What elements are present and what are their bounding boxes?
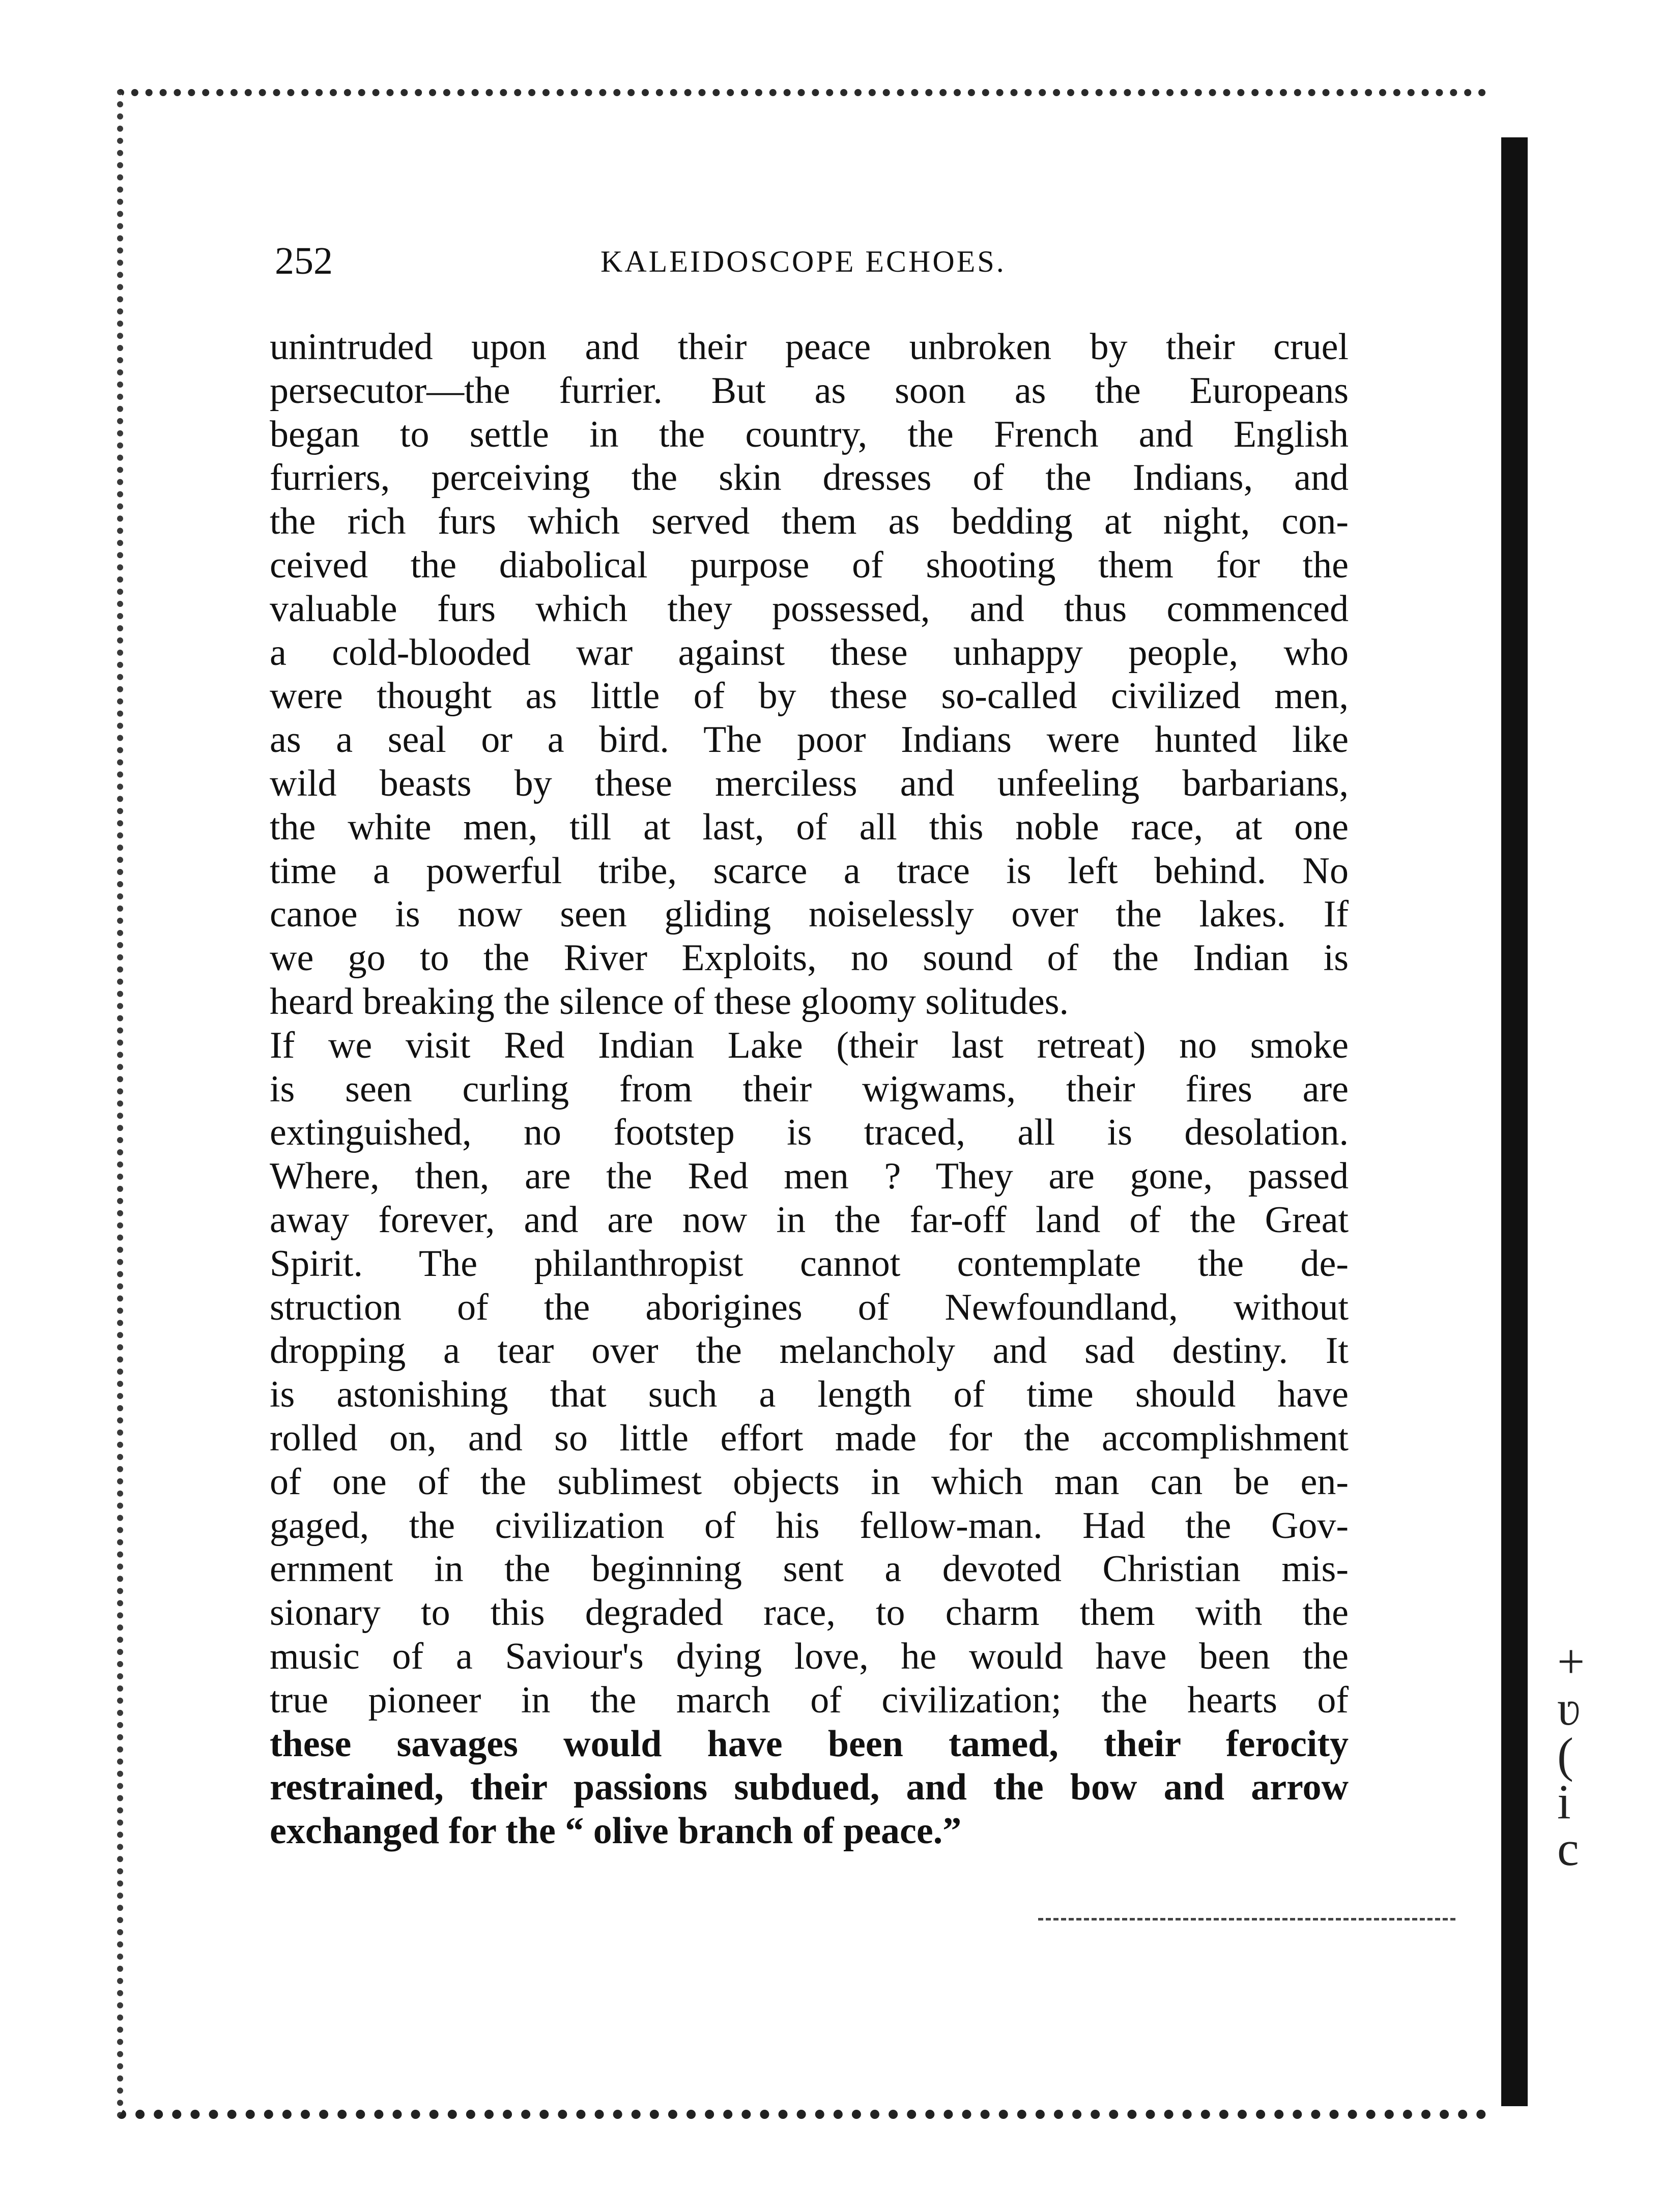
text-line: dropping a tear over the melancholy and sad destiny. It — [270, 1330, 1349, 1372]
bleed-glyph: i — [1557, 1774, 1571, 1829]
text-line: ernment in the beginning sent a devoted Christian mis- — [270, 1548, 1349, 1590]
text-line: heard breaking the silence of these gloomy solitudes. — [270, 980, 1069, 1023]
text-line: were thought as little of by these so-called civilized men, — [270, 675, 1349, 717]
text-line: away forever, and are now in the far-off land of the Great — [270, 1199, 1349, 1241]
text-line: time a powerful tribe, scarce a trace is left behind. No — [270, 850, 1349, 892]
page-number: 252 — [275, 240, 333, 282]
end-rule — [1038, 1918, 1455, 1920]
text-line: is astonishing that such a length of time should have — [270, 1374, 1349, 1416]
bleed-glyph: ʋ — [1557, 1681, 1581, 1735]
text-line: struction of the aborigines of Newfoundland, without — [270, 1286, 1349, 1328]
text-line: Where, then, are the Red men ? They are gone, passed — [270, 1155, 1349, 1198]
text-line: rolled on, and so little effort made for the accomplishment — [270, 1417, 1349, 1459]
text-line: If we visit Red Indian Lake (their last retreat) no smoke — [270, 1024, 1349, 1066]
text-line: we go to the River Exploits, no sound of the Indian is — [270, 937, 1349, 979]
binding-shadow — [1501, 137, 1528, 2106]
text-line: of one of the sublimest objects in which man can be en- — [270, 1461, 1349, 1503]
text-line: wild beasts by these merciless and unfeeling barbarians, — [270, 762, 1349, 804]
text-line: valuable furs which they possessed, and thus commenced — [270, 588, 1349, 630]
text-line: Spirit. The philanthropist cannot contemplate the de- — [270, 1242, 1349, 1285]
text-line: restrained, their passions subdued, and the bow and arrow — [270, 1766, 1349, 1809]
text-line: music of a Saviour's dying love, he would have been the — [270, 1635, 1349, 1677]
text-line: these savages would have been tamed, their ferocity — [270, 1723, 1349, 1765]
text-line: a cold-blooded war against these unhappy people, who — [270, 631, 1349, 674]
text-line: furriers, perceiving the skin dresses of the Indians, and — [270, 457, 1349, 499]
text-line: persecutor—the furrier. But as soon as the Europeans — [270, 369, 1349, 412]
text-line: the rich furs which served them as bedding at night, con- — [270, 501, 1349, 543]
page-header — [275, 239, 1343, 295]
body-text — [270, 326, 1349, 1853]
text-line: canoe is now seen gliding noiselessly over the lakes. If — [270, 893, 1349, 936]
text-line: extinguished, no footstep is traced, all is desolation. — [270, 1112, 1349, 1154]
running-title: KALEIDOSCOPE ECHOES. — [600, 245, 1006, 278]
text-line: sionary to this degraded race, to charm them with the — [270, 1592, 1349, 1634]
bleed-glyph: + — [1557, 1634, 1585, 1689]
bleed-glyph: c — [1557, 1821, 1579, 1876]
text-line: is seen curling from their wigwams, their fires are — [270, 1068, 1349, 1110]
text-line: unintruded upon and their peace unbroken by their cruel — [270, 326, 1349, 368]
text-line: gaged, the civilization of his fellow-man. Had the Gov- — [270, 1504, 1349, 1547]
facing-page-bleed — [1557, 1634, 1618, 1876]
text-line: the white men, till at last, of all this noble race, at one — [270, 806, 1349, 848]
text-line: began to settle in the country, the French and English — [270, 413, 1349, 455]
text-line: as a seal or a bird. The poor Indians were hunted like — [270, 719, 1349, 761]
text-line: ceived the diabolical purpose of shooting them for the — [270, 544, 1349, 586]
text-line: exchanged for the “ olive branch of peace.” — [270, 1810, 962, 1852]
bleed-glyph: ( — [1557, 1728, 1573, 1782]
text-line: true pioneer in the march of civilization; the hearts of — [270, 1679, 1349, 1721]
